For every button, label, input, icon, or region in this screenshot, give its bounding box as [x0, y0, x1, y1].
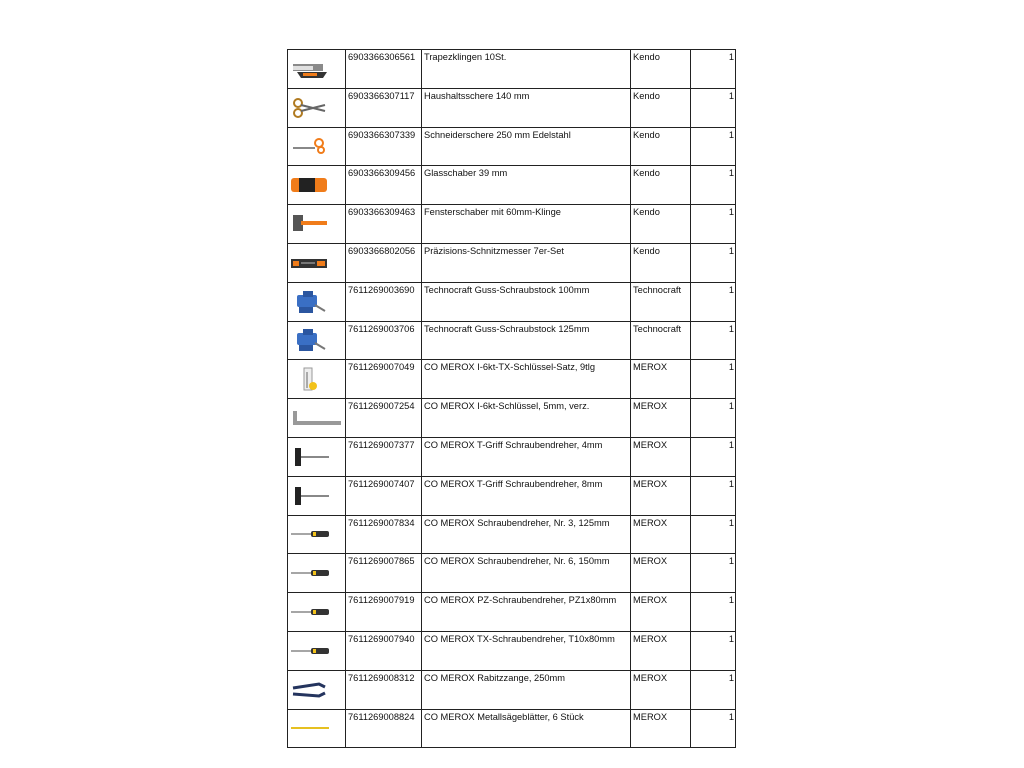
ean-cell: 7611269007940 [346, 631, 422, 670]
quantity-cell: 1 [691, 166, 736, 205]
quantity-cell: 1 [691, 476, 736, 515]
product-name-cell: Fensterschaber mit 60mm-Klinge [422, 205, 631, 244]
brand-cell: MEROX [631, 631, 691, 670]
quantity-cell: 1 [691, 360, 736, 399]
product-name-cell: CO MEROX Metallsägeblätter, 6 Stück [422, 709, 631, 748]
ean-cell: 7611269007407 [346, 476, 422, 515]
ean-cell: 6903366306561 [346, 50, 422, 89]
quantity-cell: 1 [691, 205, 736, 244]
quantity-cell: 1 [691, 709, 736, 748]
product-name-cell: Haushaltsschere 140 mm [422, 88, 631, 127]
scissors-icon [289, 93, 345, 123]
brand-cell: Kendo [631, 50, 691, 89]
table-row [288, 88, 736, 127]
window-scraper-icon [289, 209, 345, 239]
product-image-cell [288, 243, 346, 282]
screwdriver-icon [289, 558, 345, 588]
table-row [288, 282, 736, 321]
table-row [288, 127, 736, 166]
brand-cell: Technocraft [631, 282, 691, 321]
table-row [288, 631, 736, 670]
product-image-cell [288, 166, 346, 205]
product-name-cell: CO MEROX I-6kt-Schlüssel, 5mm, verz. [422, 399, 631, 438]
quantity-cell: 1 [691, 321, 736, 360]
ean-cell: 7611269007865 [346, 554, 422, 593]
product-image-cell [288, 437, 346, 476]
product-image-cell [288, 205, 346, 244]
table-row [288, 476, 736, 515]
quantity-cell: 1 [691, 50, 736, 89]
screwdriver-icon [289, 636, 345, 666]
table-row [288, 166, 736, 205]
ean-cell: 7611269003690 [346, 282, 422, 321]
ean-cell: 6903366309463 [346, 205, 422, 244]
quantity-cell: 1 [691, 437, 736, 476]
ean-cell: 7611269008312 [346, 670, 422, 709]
brand-cell: MEROX [631, 709, 691, 748]
product-name-cell: Technocraft Guss-Schraubstock 125mm [422, 321, 631, 360]
bench-vise-icon [289, 325, 345, 355]
table-row [288, 243, 736, 282]
ean-cell: 7611269007377 [346, 437, 422, 476]
quantity-cell: 1 [691, 593, 736, 632]
brand-cell: Technocraft [631, 321, 691, 360]
t-handle-screwdriver-icon [289, 481, 345, 511]
t-handle-screwdriver-icon [289, 442, 345, 472]
table-row [288, 50, 736, 89]
ean-cell: 7611269007254 [346, 399, 422, 438]
product-image-cell [288, 515, 346, 554]
brand-cell: Kendo [631, 88, 691, 127]
ean-cell: 7611269003706 [346, 321, 422, 360]
quantity-cell: 1 [691, 515, 736, 554]
brand-cell: MEROX [631, 593, 691, 632]
screwdriver-icon [289, 519, 345, 549]
product-image-cell [288, 88, 346, 127]
carving-knife-set-icon [289, 248, 345, 278]
screwdriver-icon [289, 597, 345, 627]
quantity-cell: 1 [691, 631, 736, 670]
product-table-body [288, 50, 736, 748]
product-name-cell: Technocraft Guss-Schraubstock 100mm [422, 282, 631, 321]
pincers-icon [289, 675, 345, 705]
saw-blades-icon [289, 713, 345, 743]
brand-cell: MEROX [631, 515, 691, 554]
brand-cell: Kendo [631, 243, 691, 282]
product-image-cell [288, 631, 346, 670]
product-name-cell: CO MEROX PZ-Schraubendreher, PZ1x80mm [422, 593, 631, 632]
ean-cell: 7611269007049 [346, 360, 422, 399]
product-name-cell: CO MEROX Schraubendreher, Nr. 3, 125mm [422, 515, 631, 554]
hex-key-icon [289, 403, 345, 433]
tailor-scissors-icon [289, 131, 345, 161]
brand-cell: MEROX [631, 670, 691, 709]
product-table [287, 49, 736, 748]
product-image-cell [288, 360, 346, 399]
product-name-cell: Präzisions-Schnitzmesser 7er-Set [422, 243, 631, 282]
quantity-cell: 1 [691, 243, 736, 282]
table-row [288, 437, 736, 476]
ean-cell: 7611269007919 [346, 593, 422, 632]
brand-cell: Kendo [631, 205, 691, 244]
ean-cell: 7611269007834 [346, 515, 422, 554]
ean-cell: 6903366309456 [346, 166, 422, 205]
product-name-cell: Schneiderschere 250 mm Edelstahl [422, 127, 631, 166]
quantity-cell: 1 [691, 282, 736, 321]
brand-cell: MEROX [631, 399, 691, 438]
quantity-cell: 1 [691, 88, 736, 127]
product-image-cell [288, 593, 346, 632]
product-image-cell [288, 50, 346, 89]
table-row [288, 360, 736, 399]
brand-cell: MEROX [631, 437, 691, 476]
glass-scraper-icon [289, 170, 345, 200]
product-image-cell [288, 554, 346, 593]
ean-cell: 6903366307339 [346, 127, 422, 166]
product-image-cell [288, 670, 346, 709]
product-image-cell [288, 282, 346, 321]
product-image-cell [288, 709, 346, 748]
brand-cell: MEROX [631, 360, 691, 399]
quantity-cell: 1 [691, 399, 736, 438]
quantity-cell: 1 [691, 127, 736, 166]
utility-blades-icon [289, 54, 345, 84]
ean-cell: 7611269008824 [346, 709, 422, 748]
product-image-cell [288, 321, 346, 360]
product-name-cell: CO MEROX T-Griff Schraubendreher, 8mm [422, 476, 631, 515]
table-row [288, 205, 736, 244]
product-name-cell: CO MEROX Rabitzzange, 250mm [422, 670, 631, 709]
product-name-cell: Glasschaber 39 mm [422, 166, 631, 205]
table-row [288, 515, 736, 554]
table-row [288, 593, 736, 632]
table-row [288, 709, 736, 748]
product-name-cell: CO MEROX TX-Schraubendreher, T10x80mm [422, 631, 631, 670]
table-row [288, 670, 736, 709]
product-image-cell [288, 399, 346, 438]
product-name-cell: CO MEROX Schraubendreher, Nr. 6, 150mm [422, 554, 631, 593]
table-row [288, 554, 736, 593]
brand-cell: MEROX [631, 554, 691, 593]
product-image-cell [288, 476, 346, 515]
brand-cell: Kendo [631, 166, 691, 205]
bench-vise-icon [289, 287, 345, 317]
key-set-icon [289, 364, 345, 394]
brand-cell: MEROX [631, 476, 691, 515]
product-image-cell [288, 127, 346, 166]
table-row [288, 321, 736, 360]
brand-cell: Kendo [631, 127, 691, 166]
quantity-cell: 1 [691, 670, 736, 709]
table-row [288, 399, 736, 438]
quantity-cell: 1 [691, 554, 736, 593]
product-name-cell: CO MEROX T-Griff Schraubendreher, 4mm [422, 437, 631, 476]
product-name-cell: CO MEROX I-6kt-TX-Schlüssel-Satz, 9tlg [422, 360, 631, 399]
ean-cell: 6903366307117 [346, 88, 422, 127]
ean-cell: 6903366802056 [346, 243, 422, 282]
product-name-cell: Trapezklingen 10St. [422, 50, 631, 89]
